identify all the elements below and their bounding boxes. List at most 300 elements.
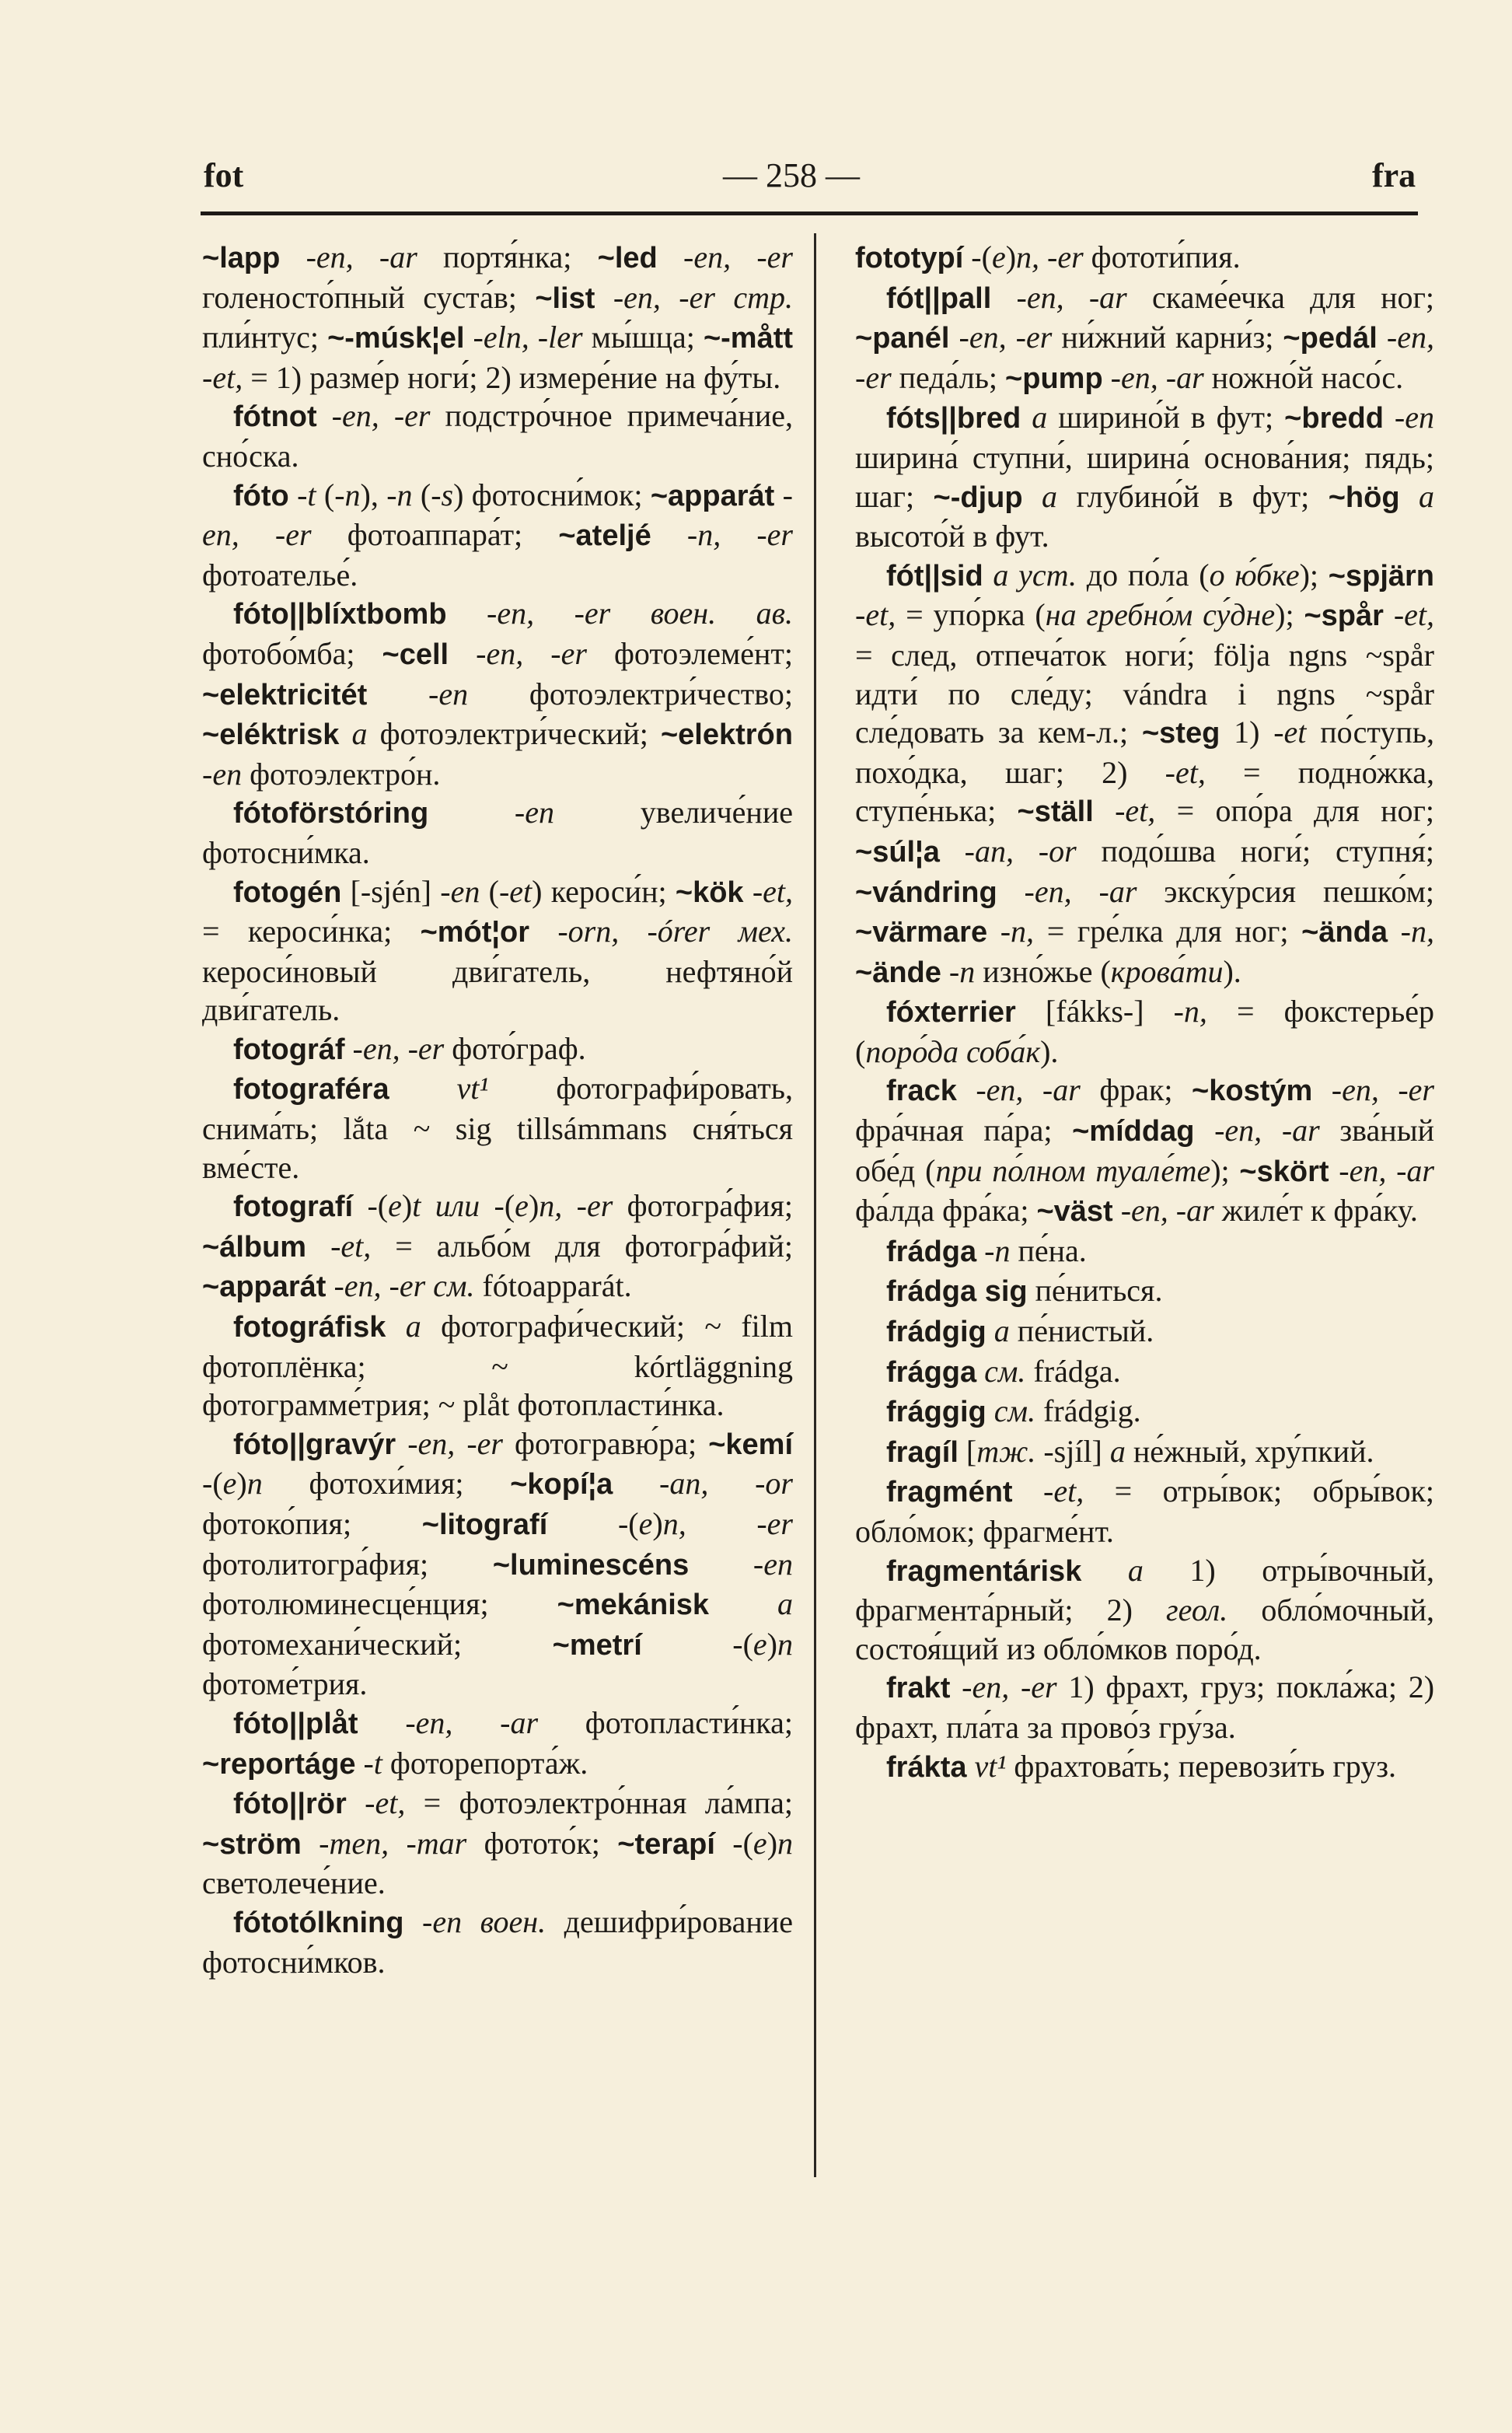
- grammar-note: тж.: [976, 1433, 1036, 1469]
- dictionary-entry: [202, 1784, 793, 1903]
- grammar-note: -en: [428, 795, 555, 830]
- translation-text: педа́ль;: [891, 359, 1006, 395]
- translation-text: frádgig.: [1035, 1393, 1141, 1429]
- translation-text: 1) фрахт, груз; покла́жа; 2) фрахт, пла́та за прово́з гру́за.: [855, 1669, 1435, 1745]
- dictionary-entry: [855, 278, 1434, 399]
- headword: ~reportáge: [202, 1747, 356, 1781]
- headword: fotografí: [233, 1190, 354, 1224]
- translation-text: пе́на.: [1010, 1232, 1087, 1268]
- dictionary-entry: [855, 1271, 1434, 1312]
- translation-text: [-sjén]: [341, 873, 441, 909]
- headword: fragíl: [886, 1435, 959, 1469]
- headword: fragmentárisk: [886, 1554, 1082, 1588]
- translation-text: фототи́пия.: [1083, 239, 1241, 274]
- translation-text: фотобо́мба;: [202, 635, 382, 671]
- grammar-note: -orn, -órer мех.: [529, 914, 793, 949]
- headword: ~hög: [1328, 481, 1400, 514]
- headword: ~skört: [1239, 1155, 1329, 1188]
- translation-text: 1) отры́вочный, фрагмента́рный; 2): [855, 1552, 1434, 1628]
- headword: fótnot: [233, 400, 317, 434]
- translation-text: фотоэлектри́чество;: [468, 676, 793, 711]
- grammar-note: e: [753, 1825, 767, 1861]
- translation-text: фотогра́фия;: [613, 1188, 794, 1224]
- translation-text: ).: [1223, 953, 1241, 989]
- grammar-note: -n,: [1388, 914, 1435, 949]
- headword: ~pedál: [1283, 322, 1378, 355]
- dictionary-entry: [855, 238, 1434, 278]
- headword: ~lapp: [202, 242, 281, 274]
- dictionary-entry: [855, 1668, 1434, 1746]
- headword: ~ateljé: [558, 519, 651, 553]
- grammar-note: n, -er: [1016, 239, 1084, 274]
- headword: ~steg: [1141, 717, 1220, 750]
- translation-text: пли́нтус;: [202, 320, 328, 355]
- headword: ~kemí: [708, 1428, 794, 1461]
- translation-text: ).: [1040, 1033, 1059, 1069]
- translation-text: фотоэлектро́н.: [242, 756, 441, 792]
- grammar-note: -n,: [987, 914, 1035, 949]
- headword: frággig: [886, 1396, 986, 1429]
- translation-text: ширина́ ступни́, ширина́ основа́ния; пядь; шаг;: [855, 439, 1434, 514]
- translation-text: -sjíl]: [1035, 1433, 1110, 1469]
- grammar-note: -et,: [202, 359, 243, 395]
- translation-text: фотографи́ческий; ~ film фотоплёнка; ~ kórtläggning фотограмме́трия; ~ plåt фотопласти́нка.: [202, 1309, 794, 1423]
- translation-text: = кероси́нка;: [202, 914, 421, 949]
- translation-text: ): [652, 1506, 663, 1541]
- translation-text: обло́мочный, состоя́щий из обло́мков поро́д.: [855, 1592, 1435, 1666]
- translation-text: фотоателье́.: [202, 557, 358, 593]
- grammar-note: e: [991, 239, 1006, 274]
- translation-text: -(: [353, 1188, 389, 1224]
- translation-text: фотоэлектри́ческий;: [367, 716, 661, 752]
- grammar-note: -en, -er: [657, 239, 793, 274]
- grammar-note: -en, -er: [316, 398, 431, 434]
- grammar-note: -et,: [1093, 793, 1156, 829]
- grammar-note: -en, -ar: [991, 279, 1127, 315]
- translation-text: -(: [202, 1466, 223, 1501]
- translation-text: фотолюминесце́нция;: [202, 1586, 557, 1622]
- translation-text: -(: [641, 1626, 753, 1662]
- translation-text: ): [401, 1188, 413, 1224]
- translation-text: -(: [714, 1825, 753, 1861]
- dictionary-entry: [855, 398, 1434, 555]
- grammar-note: e: [753, 1626, 767, 1662]
- translation-text: фотоко́пия;: [202, 1506, 422, 1541]
- dictionary-entry: [855, 1232, 1434, 1272]
- translation-text: [fákks-]: [1015, 994, 1174, 1029]
- translation-text: экску́рсия пешко́м;: [1137, 873, 1434, 909]
- dictionary-entry: [202, 1029, 793, 1070]
- translation-text: портя́нка;: [417, 239, 598, 274]
- headword: fototypí: [855, 242, 964, 274]
- translation-text: fótoapparát.: [474, 1268, 632, 1304]
- headword: fóts||bred: [886, 402, 1021, 435]
- translation-text: фотопласти́нка;: [538, 1704, 793, 1740]
- translation-text: -(: [547, 1506, 639, 1541]
- translation-text: фотолитогра́фия;: [202, 1546, 493, 1582]
- translation-text: );: [1275, 597, 1304, 633]
- headword: fótoförstóring: [233, 797, 429, 830]
- headword: frádga sig: [886, 1275, 1028, 1309]
- grammar-note: -n,: [1173, 994, 1207, 1029]
- grammar-note: e: [388, 1188, 402, 1224]
- grammar-note: -n, -er: [651, 517, 793, 553]
- translation-text: фотомехани́ческий;: [202, 1626, 553, 1662]
- grammar-note: -en: [367, 676, 469, 711]
- grammar-note: -n: [976, 1232, 1011, 1268]
- grammar-note: -en, -er: [1312, 1072, 1434, 1108]
- headword: ~súl¦a: [855, 835, 940, 869]
- headword: ~apparát: [650, 479, 775, 512]
- translation-text: фрак;: [1080, 1072, 1192, 1108]
- translation-text: фотоаппара́т;: [311, 517, 559, 553]
- grammar-note: vt¹: [389, 1071, 489, 1106]
- grammar-note: -et,: [1383, 597, 1435, 633]
- translation-text: ножно́й насо́с.: [1203, 359, 1404, 395]
- translation-text: фра́чная па́ра;: [855, 1113, 1073, 1148]
- grammar-note: -en, -ar: [280, 239, 417, 274]
- translation-text: ) кероси́н;: [532, 873, 676, 909]
- grammar-note: -et,: [855, 597, 896, 633]
- grammar-note: см.: [976, 1353, 1026, 1389]
- translation-text: ): [766, 1626, 777, 1662]
- translation-text: до по́ла (: [1077, 557, 1210, 593]
- grammar-note: -n: [334, 477, 361, 512]
- translation-text: дешифри́рование фотосни́мков.: [202, 1903, 793, 1980]
- headword: fóto||rör: [233, 1788, 347, 1821]
- translation-text: фа́лда фра́ка;: [855, 1193, 1037, 1229]
- grammar-note: a: [1399, 478, 1435, 514]
- headword: ~bredd: [1284, 402, 1384, 435]
- grammar-note: -en, -er: [949, 320, 1053, 355]
- translation-text: = альбо́м для фотогра́фий;: [371, 1228, 794, 1264]
- grammar-note: -et,: [346, 1785, 406, 1821]
- grammar-note: a: [386, 1309, 421, 1344]
- translation-text: frádga.: [1025, 1353, 1121, 1389]
- translation-text: (: [316, 477, 335, 512]
- dictionary-entry: [855, 1747, 1434, 1788]
- headword: frádgig: [886, 1316, 986, 1349]
- grammar-note: -en воен.: [403, 1903, 546, 1939]
- translation-text: -(: [480, 1188, 515, 1224]
- translation-text: (: [480, 873, 499, 909]
- grammar-note: -en, -er стр.: [595, 279, 793, 315]
- translation-text: высото́й в фут.: [855, 519, 1049, 554]
- headword: ~litografí: [421, 1508, 548, 1541]
- headword: ~led: [597, 242, 658, 274]
- translation-text: (: [412, 477, 431, 512]
- translation-text: -(: [963, 239, 992, 274]
- headword: fót||pall: [886, 281, 992, 315]
- dictionary-entry: [855, 992, 1434, 1071]
- headword: fragmént: [886, 1476, 1013, 1509]
- grammar-note: -en, -ar: [1329, 1152, 1435, 1188]
- headword: ~ström: [202, 1827, 302, 1861]
- dictionary-entry: [202, 1187, 793, 1307]
- translation-text: ): [528, 1188, 540, 1224]
- headword: ~panél: [855, 322, 950, 355]
- translation-text: по́ступь, похо́дка, шаг; 2): [855, 715, 1434, 790]
- grammar-note: поро́да соба́к: [865, 1033, 1041, 1069]
- grammar-note: геол.: [1166, 1592, 1228, 1628]
- grammar-note: n: [777, 1626, 793, 1662]
- headword: ~metrí: [552, 1628, 642, 1662]
- grammar-note: n: [246, 1466, 263, 1501]
- grammar-note: -en, -ar: [997, 873, 1137, 909]
- headword: ~ställ: [1017, 795, 1094, 829]
- headword: frádga: [886, 1235, 977, 1268]
- grammar-note: о ю́бке: [1209, 557, 1300, 593]
- dictionary-entry: [202, 1424, 793, 1704]
- translation-text: скаме́ечка для ног;: [1126, 279, 1434, 315]
- headword: ~elektricitét: [202, 678, 368, 711]
- headword: ~terapí: [617, 1827, 715, 1861]
- headword: fóxterrier: [886, 996, 1016, 1029]
- headword: ~kostým: [1192, 1075, 1313, 1108]
- translation-text: фотоме́трия.: [202, 1666, 368, 1702]
- grammar-note: a уст.: [983, 557, 1077, 593]
- dictionary-entry: [202, 1069, 793, 1187]
- headword: fotográf: [233, 1033, 345, 1066]
- dictionary-entry: [855, 1392, 1434, 1432]
- grammar-note: -en, -er: [344, 1030, 445, 1066]
- translation-text: ),: [360, 477, 387, 512]
- grammar-note: e: [515, 1188, 529, 1224]
- headword: ~värmare: [855, 916, 988, 949]
- translation-text: 1): [1220, 715, 1274, 750]
- grammar-note: -et: [498, 873, 533, 909]
- translation-text: жиле́т к фра́ку.: [1213, 1193, 1418, 1229]
- translation-text: увеличе́ние фотосни́мка.: [202, 795, 793, 870]
- translation-text: изно́жье (: [975, 953, 1111, 989]
- grammar-note: -t: [355, 1745, 382, 1781]
- grammar-note: -en: [1383, 400, 1435, 435]
- translation-text: ни́жний карни́з;: [1052, 320, 1283, 355]
- grammar-note: -an, -or: [613, 1466, 793, 1501]
- grammar-note: -n: [941, 953, 976, 989]
- translation-text: ): [766, 1825, 778, 1861]
- header-right-guide-word: fra: [1372, 156, 1416, 194]
- translation-text: фото́граф.: [444, 1030, 586, 1066]
- grammar-note: -en, -er: [449, 635, 587, 671]
- grammar-note: vt¹: [966, 1748, 1007, 1784]
- headword: ~cell: [382, 638, 449, 671]
- header-rule: [201, 211, 1418, 215]
- translation-text: ): [236, 1466, 247, 1501]
- dictionary-entry: [855, 1551, 1434, 1669]
- grammar-note: e: [638, 1506, 653, 1541]
- grammar-note: t или: [412, 1188, 480, 1224]
- grammar-note: крова́ти: [1110, 953, 1224, 989]
- translation-text: = опо́ра для ног;: [1155, 793, 1435, 829]
- grammar-note: -en, -er: [855, 320, 1435, 395]
- translation-text: пе́ниться.: [1027, 1273, 1163, 1309]
- grammar-note: -et,: [1012, 1473, 1084, 1509]
- translation-text: подстро́чное примеча́ние, сно́ска.: [202, 398, 793, 474]
- grammar-note: -en, -er: [396, 1425, 503, 1461]
- dictionary-entry: [202, 397, 793, 475]
- grammar-note: -en, -ar: [956, 1072, 1081, 1108]
- dictionary-entry: [202, 1307, 793, 1424]
- translation-text: фотохи́мия;: [262, 1466, 511, 1501]
- translation-text: = упо́рка (: [896, 597, 1046, 633]
- grammar-note: a: [1021, 400, 1048, 435]
- grammar-note: -en: [202, 756, 243, 792]
- headword: fóto||blíxtbomb: [233, 598, 447, 631]
- grammar-note: -en, -er: [202, 477, 793, 553]
- headword: fóto: [233, 479, 289, 512]
- dictionary-entry: [202, 872, 793, 1029]
- headword: frack: [886, 1075, 957, 1108]
- grammar-note: -an, -or: [939, 833, 1077, 869]
- grammar-note: на гребно́м су́дне: [1045, 597, 1276, 633]
- translation-text: = гре́лка для ног;: [1034, 914, 1302, 949]
- translation-text: = фокстерье́р (: [855, 994, 1434, 1069]
- grammar-note: n: [777, 1825, 794, 1861]
- headword: ~-mått: [703, 322, 794, 355]
- column-divider: [814, 233, 816, 2177]
- dictionary-entry: [202, 1903, 793, 1981]
- translation-text: );: [1299, 557, 1329, 593]
- grammar-note: -en, -ar: [1194, 1113, 1320, 1148]
- grammar-note: a: [1022, 478, 1058, 514]
- translation-text: ширино́й в фут;: [1047, 400, 1285, 435]
- grammar-note: -s: [431, 477, 454, 512]
- left-column: [202, 238, 793, 1981]
- grammar-note: -et: [1273, 715, 1307, 750]
- translation-text: светолече́ние.: [202, 1865, 386, 1901]
- headword: frákta: [886, 1750, 967, 1784]
- grammar-note: -en, -ar: [358, 1704, 539, 1740]
- headword: ~eléktrisk: [202, 718, 340, 752]
- translation-text: глубино́й в фут;: [1057, 478, 1329, 514]
- grammar-note: n, -er: [539, 1188, 613, 1224]
- headword: fotográfisk: [233, 1311, 386, 1344]
- grammar-note: a: [709, 1586, 794, 1622]
- headword: fótotólkning: [233, 1906, 404, 1939]
- page-number: — 258 —: [723, 156, 860, 194]
- dictionary-entry: [202, 594, 793, 793]
- grammar-note: a: [1109, 1433, 1126, 1469]
- headword: ~ända: [1301, 916, 1388, 949]
- grammar-note: -en, -ar: [1102, 359, 1204, 395]
- grammar-note: -en, -er воен. ав.: [446, 596, 793, 631]
- headword: frágga: [886, 1355, 977, 1389]
- translation-text: голеносто́пный суста́в;: [202, 279, 536, 315]
- grammar-note: -men, -mar: [301, 1825, 467, 1861]
- headword: ~kopí¦a: [510, 1468, 613, 1501]
- grammar-note: -et,: [743, 873, 794, 909]
- translation-text: фотогравю́ра;: [502, 1425, 709, 1461]
- grammar-note: -et,: [1165, 754, 1206, 790]
- headword: ~-djup: [933, 481, 1023, 514]
- grammar-note: -en, -er: [950, 1669, 1057, 1705]
- headword: ~spår: [1304, 600, 1384, 633]
- headword: fóto||gravýr: [233, 1428, 396, 1461]
- grammar-note: -et,: [306, 1228, 372, 1264]
- translation-text: = след, отпеча́ток ноги́; följa ngns ~spår идти́ по сле́ду; vándra i ngns ~spår сле́довать за кем-л.;: [855, 637, 1434, 750]
- dictionary-entry: [855, 1352, 1434, 1393]
- grammar-note: -t: [288, 477, 316, 512]
- dictionary-entry: [855, 556, 1434, 993]
- headword: ~luminescéns: [492, 1548, 690, 1582]
- headword: ~pump: [1005, 362, 1103, 395]
- translation-text: мы́шца;: [582, 320, 704, 355]
- translation-text: = отры́вок; обры́вок; обло́мок; фрагме́нт.: [855, 1473, 1434, 1549]
- grammar-note: -n: [386, 477, 413, 512]
- translation-text: ) фотосни́мок;: [453, 477, 651, 512]
- dictionary-entry: [202, 1704, 793, 1784]
- headword: ~elektrón: [660, 718, 793, 752]
- grammar-note: -en: [689, 1546, 793, 1582]
- dictionary-entry: [202, 793, 793, 872]
- headword: ~apparát: [202, 1271, 326, 1304]
- headword: ~álbum: [202, 1230, 307, 1264]
- translation-text: подо́шва ноги́; ступня́;: [1076, 833, 1434, 869]
- headword: ~väst: [1036, 1195, 1113, 1229]
- dictionary-entry: [855, 1312, 1434, 1352]
- headword: ~kök: [675, 876, 744, 909]
- translation-text: фоторепорта́ж.: [382, 1745, 588, 1781]
- dictionary-entry: [855, 1472, 1434, 1550]
- translation-text: зва́ный обе́д (: [855, 1113, 1434, 1188]
- headword: frakt: [886, 1672, 951, 1705]
- dictionary-entry: [855, 1071, 1434, 1231]
- dictionary-entry: [202, 238, 793, 397]
- translation-text: фотоэлеме́нт;: [586, 635, 794, 671]
- translation-text: фотото́к;: [466, 1825, 618, 1861]
- headword: ~ände: [855, 956, 941, 989]
- translation-text: фотографи́ровать, снима́ть; lắta ~ sig tillsámmans сня́ться вме́сте.: [202, 1071, 793, 1185]
- headword: ~míddag: [1072, 1115, 1195, 1148]
- grammar-note: см.: [986, 1393, 1036, 1429]
- translation-text: = подно́жка, ступе́нька;: [855, 754, 1435, 829]
- headword: ~mót¦or: [420, 916, 530, 949]
- headword: fót||sid: [886, 559, 983, 593]
- headword: fotograféra: [233, 1073, 389, 1106]
- headword: ~list: [535, 281, 595, 315]
- grammar-note: a: [1081, 1552, 1144, 1588]
- translation-text: ): [1005, 239, 1017, 274]
- grammar-note: a: [339, 716, 368, 752]
- headword: ~mekánisk: [557, 1589, 710, 1622]
- headword: ~spjärn: [1328, 559, 1435, 593]
- translation-text: фрахтова́ть; перевози́ть груз.: [1006, 1748, 1397, 1784]
- grammar-note: при по́лном туале́те: [935, 1152, 1211, 1188]
- grammar-note: -en: [440, 873, 480, 909]
- grammar-note: -eln, -ler: [464, 320, 583, 355]
- grammar-note: -en, -er см.: [326, 1268, 475, 1304]
- translation-text: = фотоэлектро́нная ла́мпа;: [405, 1785, 793, 1821]
- dictionary-entry: [202, 476, 793, 595]
- headword: ~vándring: [855, 876, 997, 909]
- grammar-note: -en, -ar: [1112, 1193, 1214, 1229]
- headword: fóto||plåt: [233, 1707, 358, 1740]
- translation-text: кероси́новый дви́гатель, нефтяно́й дви́гатель.: [202, 953, 793, 1028]
- right-column: [855, 238, 1434, 1787]
- translation-text: [: [958, 1433, 977, 1469]
- dictionary-entry: [855, 1432, 1434, 1473]
- header-left-guide-word: fot: [204, 156, 244, 194]
- translation-text: );: [1210, 1152, 1240, 1188]
- headword: fotogén: [233, 876, 342, 909]
- grammar-note: e: [222, 1466, 237, 1501]
- grammar-note: n, -er: [662, 1506, 793, 1541]
- translation-text: пе́нистый.: [1009, 1313, 1154, 1349]
- translation-text: = 1) разме́р ноги́; 2) измере́ние на фу́ты.: [243, 359, 781, 395]
- translation-text: не́жный, хру́пкий.: [1125, 1433, 1374, 1469]
- headword: ~-músk¦el: [327, 322, 465, 355]
